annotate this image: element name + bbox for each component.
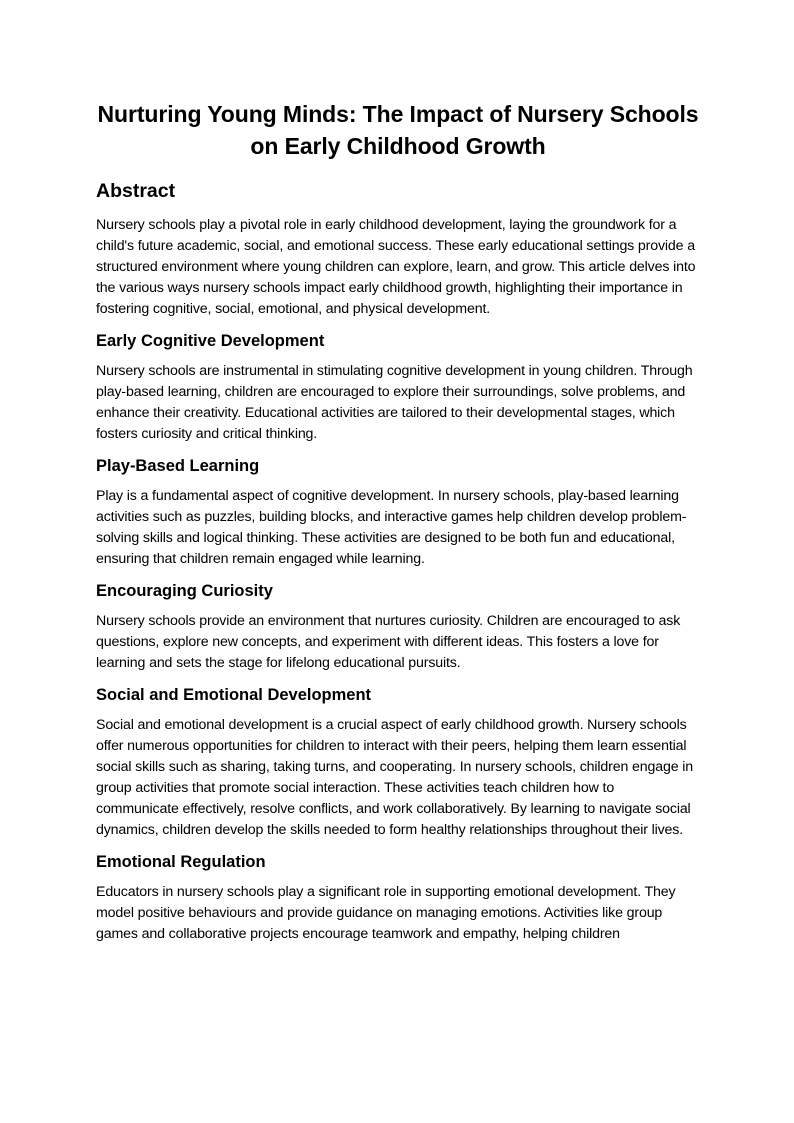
section-heading-emotional-regulation: Emotional Regulation xyxy=(96,853,266,871)
document-title: Nurturing Young Minds: The Impact of Nursery Schools on Early Childhood Growth xyxy=(97,101,699,159)
abstract-heading: Abstract xyxy=(96,180,176,202)
document-page xyxy=(96,98,700,945)
section-paragraph-social-emotional-development: Social and emotional development is a crucial aspect of early childhood growth. Nursery schools offer numerous opportunities for children to interact with their peers, helping them learn essential social skills such as sharing, taking turns, and cooperating. In nursery schools, children engage in group activities that promote social interaction. These activities teach children how to communicate effectively, resolve conflicts, and work collaboratively. By learning to navigate social dynamics, children develop the skills needed to form healthy relationships throughout their lives. xyxy=(96,717,693,838)
section-heading-encouraging-curiosity: Encouraging Curiosity xyxy=(96,582,273,600)
section-paragraph-emotional-regulation: Educators in nursery schools play a significant role in supporting emotional development. They model positive behaviours and provide guidance on managing emotions. Activities like group games and collaborative projects encourage teamwork and empathy, helping children xyxy=(96,884,676,942)
section-paragraph-early-cognitive-development: Nursery schools are instrumental in stimulating cognitive development in young children. Through play-based learning, children are encouraged to explore their surroundings, solve problems, and enhance their creativity. Educational activities are tailored to their developmental stages, which fosters curiosity and critical thinking. xyxy=(96,363,693,442)
section-paragraph-play-based-learning: Play is a fundamental aspect of cognitive development. In nursery schools, play-based learning activities such as puzzles, building blocks, and interactive games help children develop problem-solving skills and logical thinking. These activities are designed to be both fun and educational, ensuring that children remain engaged while learning. xyxy=(96,488,687,567)
section-heading-play-based-learning: Play-Based Learning xyxy=(96,457,260,475)
section-heading-social-emotional-development: Social and Emotional Development xyxy=(96,686,372,704)
section-paragraph-encouraging-curiosity: Nursery schools provide an environment that nurtures curiosity. Children are encouraged to ask questions, explore new concepts, and experiment with different ideas. This fosters a love for learning and sets the stage for lifelong educational pursuits. xyxy=(96,613,681,671)
section-heading-early-cognitive-development: Early Cognitive Development xyxy=(96,332,325,350)
abstract-paragraph: Nursery schools play a pivotal role in early childhood development, laying the groundwork for a child's future academic, social, and emotional success. These early educational settings provide a structured environment where young children can explore, learn, and grow. This article delves into the various ways nursery schools impact early childhood growth, highlighting their importance in fostering cognitive, social, emotional, and physical development. xyxy=(96,217,696,317)
